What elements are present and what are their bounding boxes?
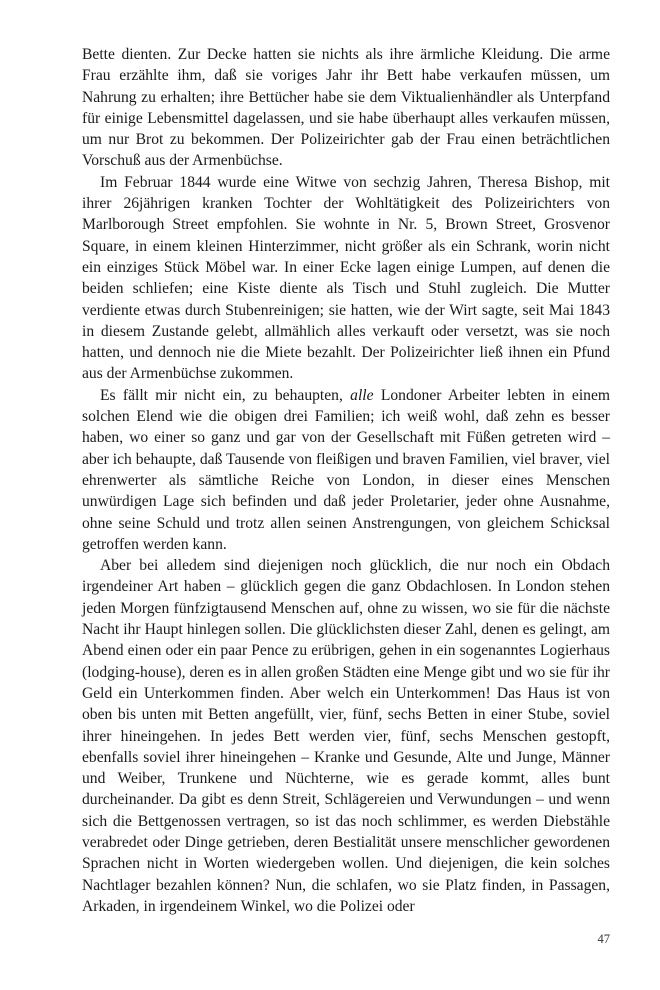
paragraph-1: Bette dienten. Zur Decke hatten sie nichts als ihre ärmliche Kleidung. Die arme Frau erzählte ihm, daß sie voriges Jahr ihr Bett habe verkaufen müssen, um Nahrung zu erhalten; ihre Bettücher habe sie dem Viktualienhändler als Unterpfand für einige Lebensmittel dagelassen, und sie habe überhaupt alles verkaufen müssen, um nur Brot zu bekommen. Der Polizeirichter gab der Frau einen beträchtlichen Vorschuß aus der Armenbüchse. (82, 46, 610, 170)
body-text (82, 44, 610, 917)
paragraph-2: Im Februar 1844 wurde eine Witwe von sechzig Jahren, Theresa Bishop, mit ihrer 26jährigen kranken Tochter der Wohltätigkeit des Polizeirichters von Marlborough Street empfohlen. Sie wohnte in Nr. 5, Brown Street, Grosvenor Square, in einem kleinen Hinterzimmer, nicht größer als ein Schrank, worin nicht ein einziges Stück Möbel war. In einer Ecke lagen einige Lumpen, auf denen die beiden schliefen; eine Kiste diente als Tisch und Stuhl zugleich. Die Mutter verdiente etwas durch Stubenreinigen; sie hatten, wie der Wirt sagte, seit Mai 1843 in diesem Zustande gelebt, allmählich alles verkauft oder versetzt, was sie noch hatten, und dennoch nie die Miete bezahlt. Der Polizeirichter ließ ihnen ein Pfund aus der Armenbüchse zukommen. (82, 173, 610, 383)
emphasis-word: alle (350, 386, 374, 404)
paragraph-4: Aber bei alledem sind diejenigen noch glücklich, die nur noch ein Obdach irgendeiner Art haben – glücklich gegen die ganz Obdachlosen. In London stehen jeden Morgen fünfzigtausend Menschen auf, ohne zu wissen, wo sie für die nächste Nacht ihr Haupt hinlegen sollen. Die glücklichsten dieser Zahl, denen es gelingt, am Abend einen oder ein paar Pence zu erübrigen, gehen in ein sogenanntes Logierhaus (lodging-house), deren es in allen großen Städten eine Menge gibt und wo sie für ihr Geld ein Unterkommen finden. Aber welch ein Unterkommen! Das Haus ist von oben bis unten mit Betten angefüllt, vier, fünf, sechs Betten in einer Stube, soviel ihrer hineingehen. In jedes Bett werden vier, fünf, sechs Menschen gestopft, ebenfalls soviel ihrer hineingehen – Kranke und Gesunde, Alte und Junge, Männer und Weiber, Trunkene und Nüchterne, wie es gerade kommt, alles bunt durcheinander. Da gibt es denn Streit, Schlägereien und Verwundungen – und wenn sich die Bettgenossen vertragen, so ist das noch schlimmer, es werden Diebstähle verabredet oder Dinge getrieben, deren Bestialität unsere menschlicher gewordenen Sprachen nicht in Worten wiedergeben wollen. Und diejenigen, die kein solches Nachtlager bezahlen können? Nun, die schlafen, wo sie Platz finden, in Passagen, Arkaden, in irgendeinem Winkel, wo die Polizei oder (82, 557, 610, 915)
page-number: 47 (597, 932, 610, 946)
paragraph-3: Es fällt mir nicht ein, zu behaupten, alle Londoner Arbeiter lebten in einem solchen Elend wie die obigen drei Familien; ich weiß wohl, daß zehn es besser haben, wo einer so ganz und gar von der Gesellschaft mit Füßen getreten wird – aber ich behaupte, daß Tausende von fleißigen und braven Familien, viel braver, viel ehrenwerter als sämtliche Reiche von London, in dieser eines Menschen unwürdigen Lage sich befinden und daß jeder Proletarier, jeder ohne Ausnahme, ohne seine Schuld und trotz allen seinen Anstrengungen, von gleichem Schicksal getroffen werden kann. (82, 386, 610, 553)
